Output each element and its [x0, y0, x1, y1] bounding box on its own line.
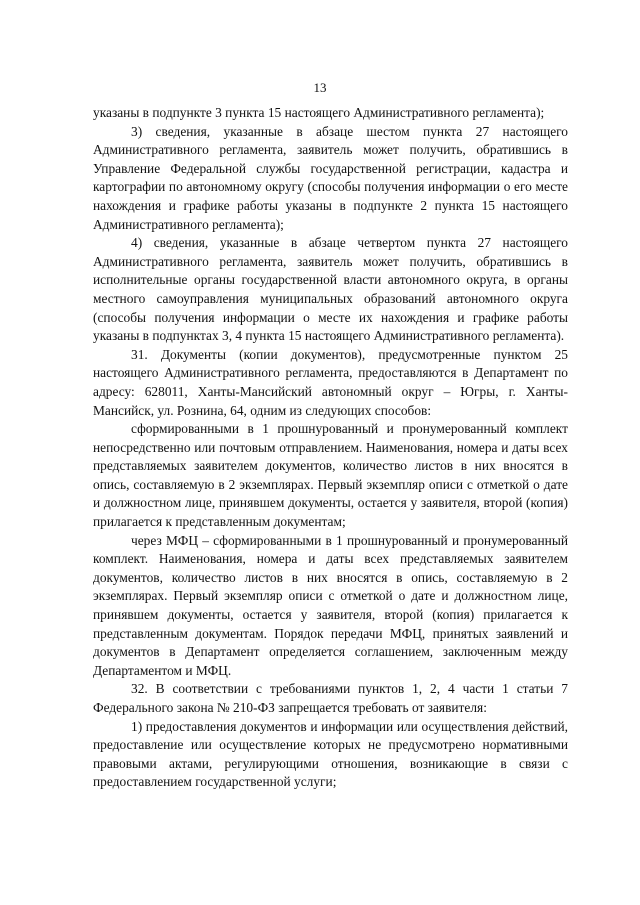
paragraph-item-4: 4) сведения, указанные в абзаце четвертом пункта 27 настоящего Административного регламента, заявитель может получить, обратившись в исполнительные органы государственной власти автономного округа, в органы местного самоуправления муниципальных образований автономного округа (способы получения информации о месте их нахождения и графике работы указаны в подпунктах 3, 4 пункта 15 настоящего Административного регламента).: [93, 235, 568, 344]
paragraph-method-mfc: через МФЦ – сформированными в 1 прошнурованный и пронумерованный комплект. Наименования, номера и даты всех представляемых заявителем документов, количество листов в них вносятся в опись, составляемую в 2 экземплярах. Первый экземпляр описи с отметкой о дате и должностном лице, принявшем документы, остается у заявителя, второй (копия) прилагается к представленным документам. Порядок передачи МФЦ, принятых заявлений и документов в Департамент определяется соглашением, заключенным между Департаментом и МФЦ.: [93, 532, 568, 678]
paragraph-clause-31: 31. Документы (копии документов), предусмотренные пунктом 25 настоящего Административного регламента, предоставляются в Департамент по адресу: 628011, Ханты-Мансийский автономный округ – Югры, г. Ханты-Мансийск, ул. Рознина, 64, одним из следующих способов:: [93, 346, 568, 418]
document-body: [93, 104, 568, 792]
paragraph-clause-32: 32. В соответствии с требованиями пунктов 1, 2, 4 части 1 статьи 7 Федерального закона № 210-ФЗ запрещается требовать от заявителя:: [93, 681, 568, 715]
paragraph-clause-32-item-1: 1) предоставления документов и информации или осуществления действий, предоставление или осуществление которых не предусмотрено нормативными правовыми актами, регулирующими отношения, возникающие в связи с предоставлением государственной услуги;: [93, 718, 568, 790]
page-number: 13: [313, 80, 327, 95]
paragraph-continuation: указаны в подпункте 3 пункта 15 настоящего Административного регламента);: [93, 105, 545, 120]
paragraph-item-3: 3) сведения, указанные в абзаце шестом пункта 27 настоящего Административного регламента, заявитель может получить, обратившись в Управление Федеральной службы государственной регистрации, кадастра и картографии по автономному округу (способы получения информации о его месте нахождения и графике работы указаны в подпункте 2 пункта 15 настоящего Административного регламента);: [93, 123, 568, 232]
paragraph-method-direct: сформированными в 1 прошнурованный и пронумерованный комплект непосредственно или почтовым отправлением. Наименования, номера и даты всех представляемых заявителем документов, количество листов в них вносятся в опись, составляемую в 2 экземплярах. Первый экземпляр описи с отметкой о дате и должностном лице, принявшем документы, остается у заявителя, второй (копия) прилагается к представленным документам;: [93, 421, 568, 530]
